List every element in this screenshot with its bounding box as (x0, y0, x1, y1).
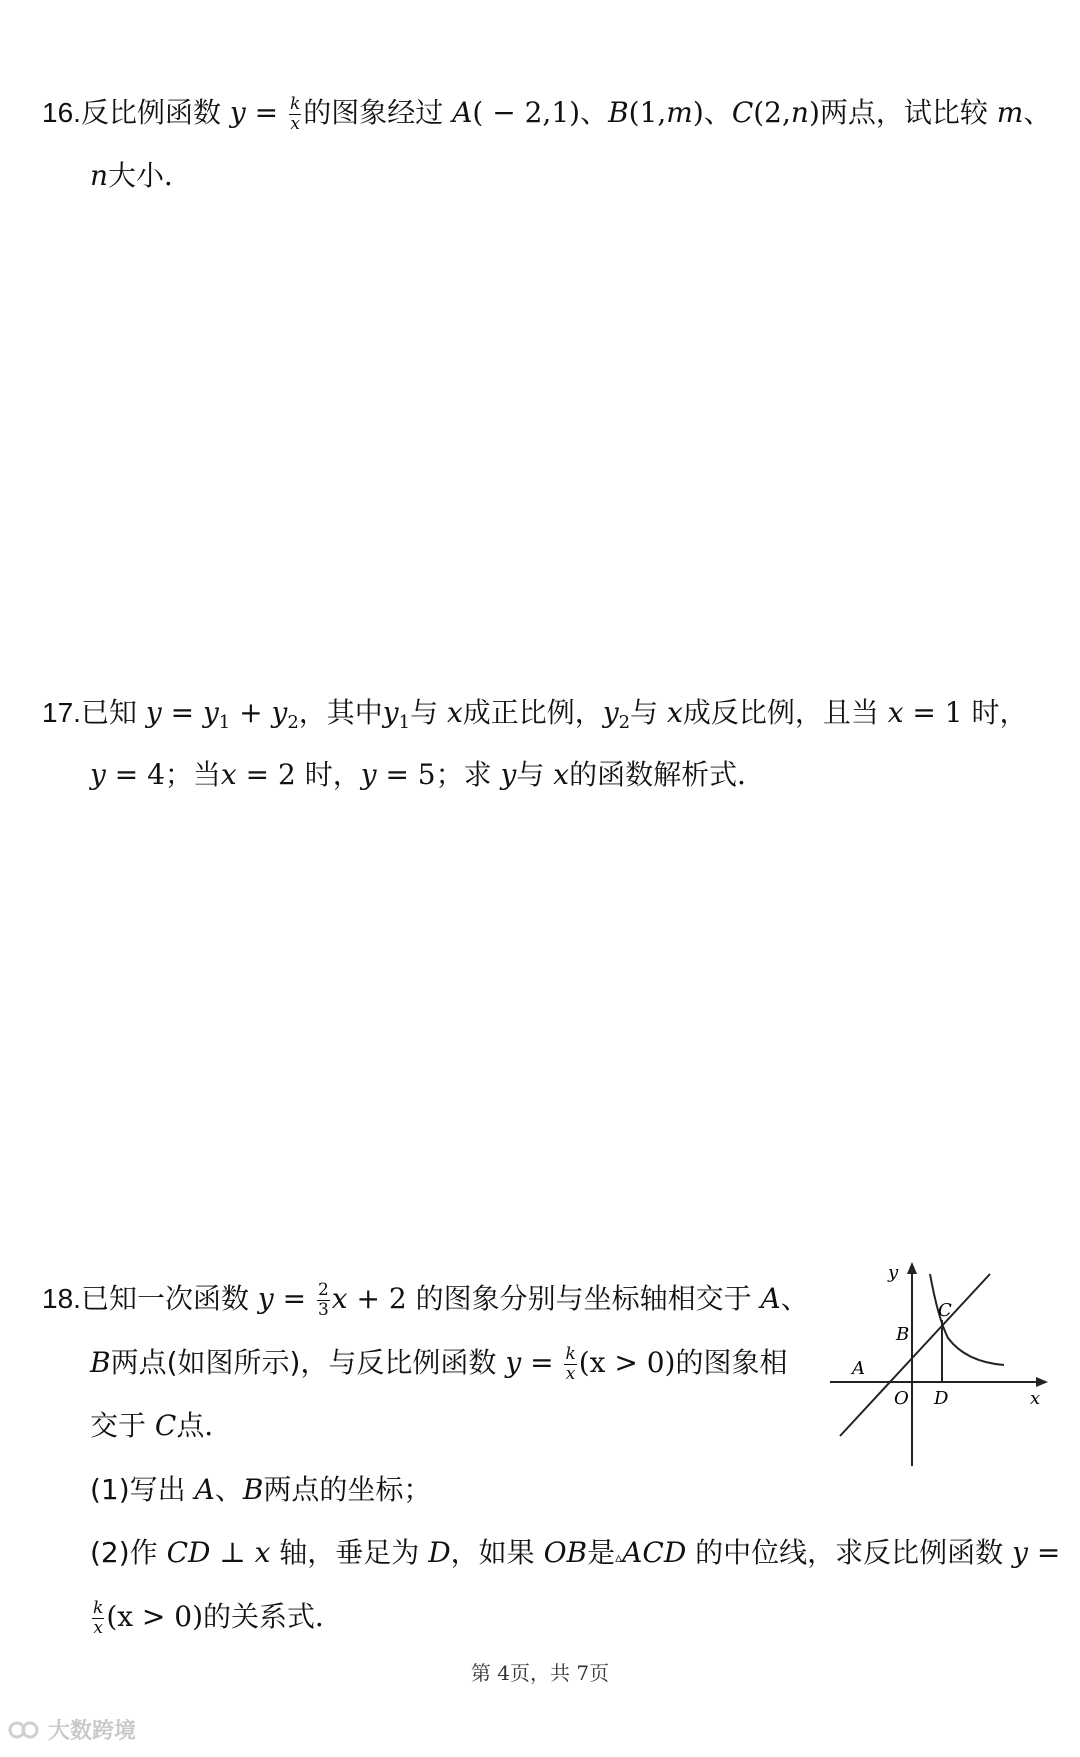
label-d: D (934, 1388, 949, 1409)
q18-part2-line2: $\frac{k}{x}$ (x > 0)的关系式． (93, 1597, 344, 1638)
y-axis-arrow (907, 1262, 917, 1274)
watermark (8, 1714, 136, 1745)
x-axis-label: x (1030, 1388, 1041, 1409)
q16-line2: n大小． (90, 159, 193, 192)
fraction: $\frac{k}{x}$ (565, 1343, 576, 1384)
q18-part2-line1: (2)作 CD ⊥ x 轴，垂足为 D，如果 OB是▵ACD 的中位线，求反比例函数 y = (90, 1536, 1061, 1569)
q18-line3: 交于 C点． (90, 1409, 233, 1442)
x-axis-arrow (1036, 1377, 1048, 1387)
watermark-logo-icon (8, 1717, 42, 1743)
question-number: 17. (42, 697, 81, 728)
fraction: $\frac{k}{x}$ (289, 93, 301, 134)
label-o: O (894, 1388, 909, 1409)
q17-line2: y = 4；当x = 2 时，y = 5；求 y与 x的函数解析式． (90, 758, 766, 791)
question-number: 16. (42, 97, 81, 128)
question-number: 18. (42, 1283, 81, 1314)
q18-line2: B两点(如图所示)，与反比例函数 y = $\frac{k}{x}$ (x > 0)的图象相 (90, 1343, 788, 1384)
q18-figure (826, 1258, 1056, 1468)
q18-part1: (1)写出 A、B两点的坐标； (90, 1473, 432, 1506)
q18-line1: 18.已知一次函数 y = $\frac{2}{3}$ x + 2 的图象分别与坐标轴相交于 A、 (42, 1279, 809, 1320)
watermark-text: 大数跨境 (48, 1719, 137, 1744)
q16-line1: 16.反比例函数 y = $\frac{k}{x}$ 的图象经过 A( − 2,1)、B(1,m)、C(2,n)两点，试比较 m、 (42, 93, 1052, 134)
fraction: $\frac{2}{3}$ (317, 1279, 329, 1320)
page-footer: 第 4页，共 7页 (470, 1661, 610, 1685)
y-axis-label: y (888, 1262, 899, 1283)
label-c: C (938, 1300, 952, 1321)
label-b: B (896, 1324, 910, 1345)
label-a: A (852, 1358, 865, 1379)
q17-line1: 17.已知 $y = y_1 + y_2$，其中$y_1$与 x成正比例，$y_2$与 x成反比例，且当 x = 1 时， (42, 696, 1028, 733)
fraction: $\frac{k}{x}$ (93, 1597, 104, 1638)
